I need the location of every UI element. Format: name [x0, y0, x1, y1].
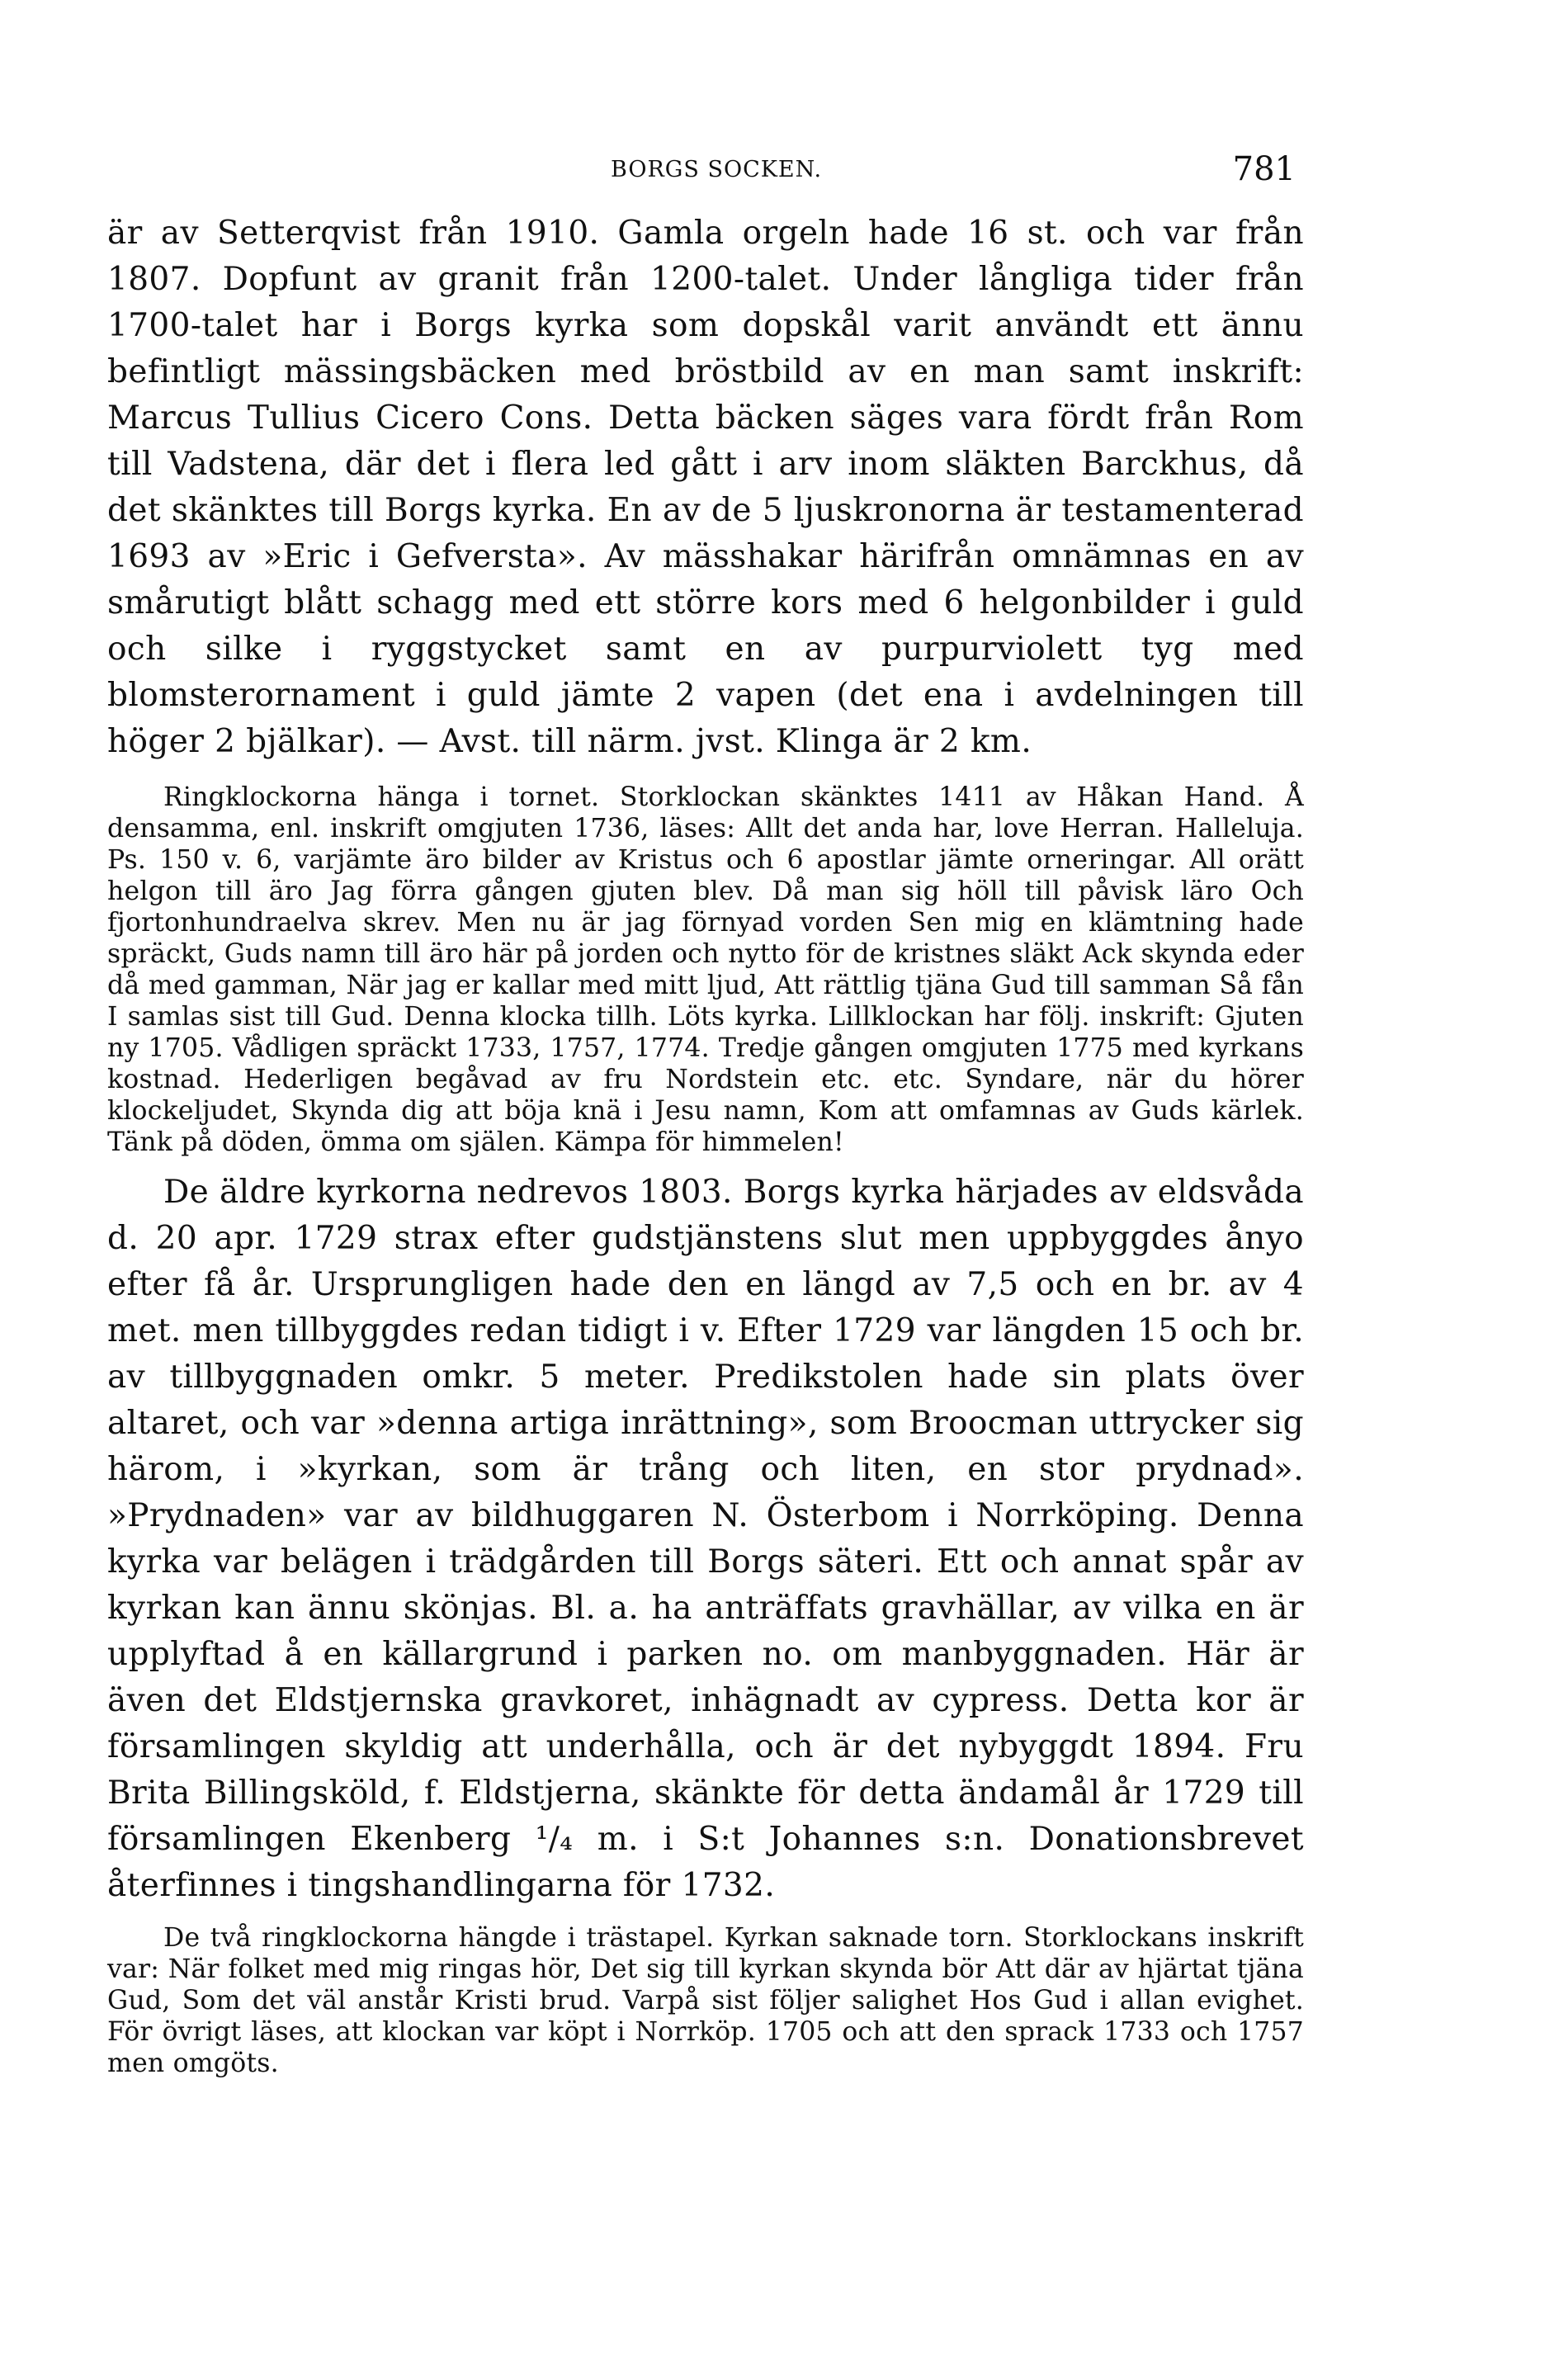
running-head: BORGS SOCKEN. [611, 157, 823, 182]
note-bells-inscriptions: Ringklockorna hänga i tornet. Storklockan skänktes 1411 av Håkan Hand. Å densamma, enl. inskrift omgjuten 1736, läses: Allt det anda har, love Herran. Halleluja. Ps. 150 v. 6, varjämte äro bilder av Kristus och 6 apostlar jämte orneringar. All orätt helgon till äro Jag förra gången gjuten blev. Då man sig höll till påvisk läro Och fjortonhundraelva skrev. Men nu är jag förnyad vorden Sen mig en klämtning hade spräckt, Guds namn till äro här på jorden och nytto för de kristnes släkt Ack skynda eder då med gamman, När jag er kallar med mitt ljud, Att rättlig tjäna Gud till samman Så fån I samlas sist till Gud. Denna klocka tillh. Löts kyrka. Lillklockan har följ. inskrift: Gjuten ny 1705. Vådligen spräckt 1733, 1757, 1774. Tredje gången omgjuten 1775 med kyrkans kostnad. Hederligen begåvad av fru Nordstein etc. etc. Syndare, när du hörer klockeljudet, Skynda dig att böja knä i Jesu namn, Kom att omfamnas av Guds kärlek. Tänk på döden, ömma om själen. Kämpa för himmelen! [107, 782, 1304, 1157]
page-header [0, 150, 1568, 198]
paragraph-older-churches: De äldre kyrkorna nedrevos 1803. Borgs kyrka härjades av eldsvåda d. 20 apr. 1729 strax efter gudstjänstens slut men uppbyggdes ånyo efter få år. Ursprungligen hade den en längd av 7,5 och en br. av 4 met. men tillbyggdes redan tidigt i v. Efter 1729 var längden 15 och br. av tillbyggnaden omkr. 5 meter. Predikstolen hade sin plats över altaret, och var »denna artiga inrättning», som Broocman uttrycker sig härom, i »kyrkan, som är trång och liten, en stor prydnad». »Prydnaden» var av bildhuggaren N. Österbom i Norrköping. Denna kyrka var belägen i trädgården till Borgs säteri. Ett och annat spår av kyrkan kan ännu skönjas. Bl. a. ha anträffats gravhällar, av vilka en är upplyftad å en källargrund i parken no. om manbyggnaden. Här är även det Eldstjernska gravkoret, inhägnadt av cypress. Detta kor är församlingen skyldig att underhålla, och är det nybyggdt 1894. Fru Brita Billingsköld, f. Eldstjerna, skänkte för detta ändamål år 1729 till församlingen Ekenberg ¹/₄ m. i S:t Johannes s:n. Donationsbrevet återfinnes i tingshandlingarna för 1732. [107, 1174, 1304, 1904]
page-body [107, 210, 1304, 2079]
note-old-bells: De två ringklockorna hängde i trästapel. Kyrkan saknade torn. Storklockans inskrift var: När folket med mig ringas hör, Det sig till kyrkan skynda bör Att där av hjärtat tjäna Gud, Som det väl anstår Kristi brud. Varpå sist följer salighet Hos Gud i allan evighet. För övrigt läses, att klockan var köpt i Norrköp. 1705 och att den sprack 1733 och 1757 men omgöts. [107, 1923, 1304, 2078]
page-number: 781 [1232, 150, 1296, 188]
paragraph-organ-and-font: är av Setterqvist från 1910. Gamla orgeln hade 16 st. och var från 1807. Dopfunt av granit från 1200-talet. Under långliga tider från 1700-talet har i Borgs kyrka som dopskål varit användt ett ännu befintligt mässingsbäcken med bröstbild av en man samt inskrift: Marcus Tullius Cicero Cons. Detta bäcken säges vara fördt från Rom till Vadstena, där det i flera led gått i arv inom släkten Barckhus, då det skänktes till Borgs kyrka. En av de 5 ljuskronorna är testamenterad 1693 av »Eric i Gefversta». Av mässhakar härifrån omnämnas en av smårutigt blått schagg med ett större kors med 6 helgonbilder i guld och silke i ryggstycket samt en av purpurviolett tyg med blomsterornament i guld jämte 2 vapen (det ena i avdelningen till höger 2 bjälkar). — Avst. till närm. jvst. Klinga är 2 km. [107, 215, 1304, 760]
